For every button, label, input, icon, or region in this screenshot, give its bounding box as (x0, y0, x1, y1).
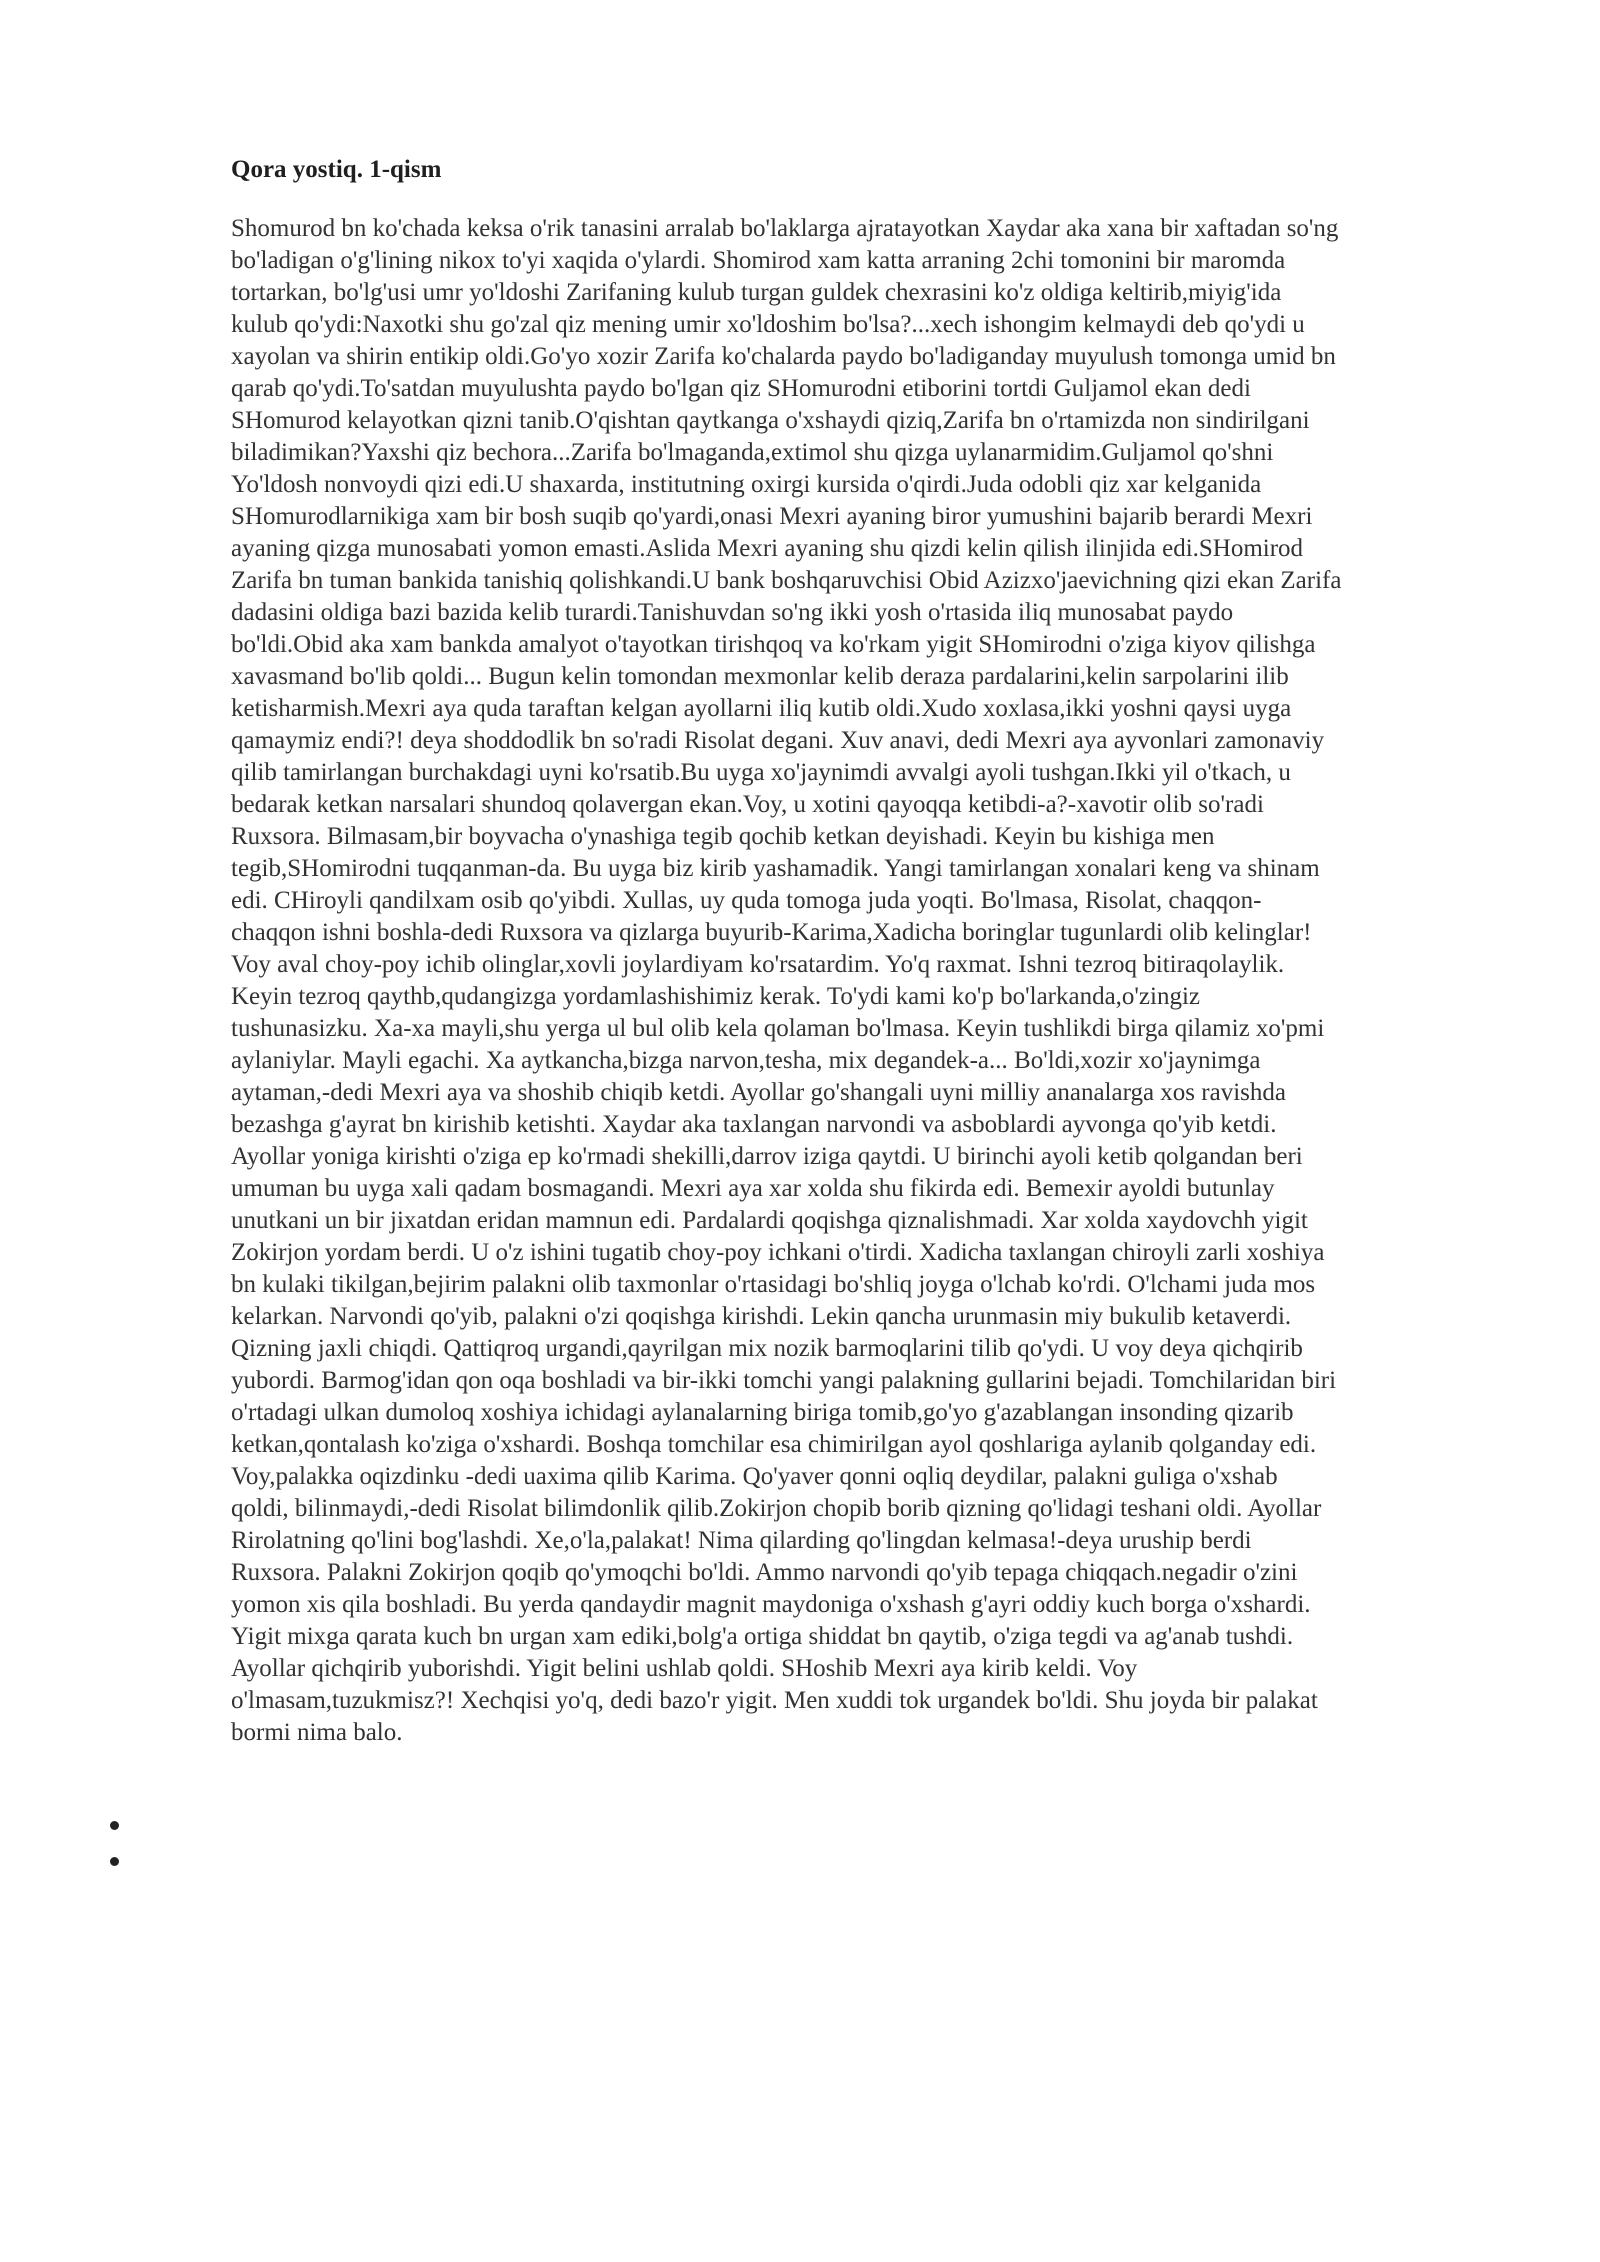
text-line: Ayollar yoniga kirishti o'ziga ep ko'rmadi shekilli,darrov iziga qaytdi. U birinchi ayoli ketib qolgandan beri (231, 1143, 1303, 1170)
text-line: Keyin tezroq qaythb,qudangizga yordamlashishimiz kerak. To'ydi kami ko'p bo'larkanda,o'zingiz (231, 983, 1201, 1010)
text-line: biladimikan?Yaxshi qiz bechora...Zarifa bo'lmaganda,extimol shu qizga uylanarmidim.Guljamol qo'shni (231, 439, 1274, 466)
text-line: Yo'ldosh nonvoydi qizi edi.U shaxarda, institutning oxirgi kursida o'qirdi.Juda odobli qiz xar kelganida (231, 471, 1262, 498)
text-line: o'rtadagi ulkan dumoloq xoshiya ichidagi aylanalarning biriga tomib,go'yo g'azablangan insonding qizarib (231, 1399, 1294, 1426)
text-line: tegib,SHomirodni tuqqanman-da. Bu uyga biz kirib yashamadik. Yangi tamirlangan xonalari keng va shinam (231, 855, 1320, 882)
text-line: ketisharmish.Mexri aya quda taraftan kelgan ayollarni iliq kutib oldi.Xudo xoxlasa,ikki yoshni qaysi uyga (231, 695, 1292, 722)
body-paragraph (231, 213, 1503, 1749)
text-line: kelarkan. Narvondi qo'yib, palakni o'zi qoqishga kirishdi. Lekin qancha urunmasin miy bukulib ketaverdi. (231, 1303, 1292, 1330)
text-line: Yigit mixga qarata kuch bn urgan xam ediki,bolg'a ortiga shiddat bn qaytib, o'ziga tegdi va ag'anab tushdi. (231, 1623, 1294, 1650)
text-line: qarab qo'ydi.To'satdan muyulushta paydo bo'lgan qiz SHomurodni etiborini tortdi Guljamol ekan dedi (231, 375, 1251, 402)
text-line: qilib tamirlangan burchakdagi uyni ko'rsatib.Bu uyga xo'jaynimdi avvalgi ayoli tushgan.Ikki yil o'tkach, u (231, 759, 1291, 786)
text-line: aytaman,-dedi Mexri aya va shoshib chiqib ketdi. Ayollar go'shangali uyni milliy ananalarga xos ravishda (231, 1079, 1286, 1106)
text-line: Rirolatning qo'lini bog'lashdi. Xe,o'la,palakat! Nima qilarding qo'lingdan kelmasa!-deya uruship berdi (231, 1527, 1252, 1554)
text-line: Zarifa bn tuman bankida tanishiq qolishkandi.U bank boshqaruvchisi Obid Azizxo'jaevichning qizi ekan Zarifa (231, 567, 1342, 594)
text-line: kulub qo'ydi:Naxotki shu go'zal qiz mening umir xo'ldoshim bo'lsa?...xech ishongim kelmaydi deb qo'ydi u (231, 311, 1305, 338)
text-line: dadasini oldiga bazi bazida kelib turardi.Tanishuvdan so'ng ikki yosh o'rtasida iliq munosabat paydo (231, 599, 1234, 626)
text-line: Ruxsora. Palakni Zokirjon qoqib qo'ymoqchi bo'ldi. Ammo narvondi qo'yib tepaga chiqqach.negadir o'zini (231, 1559, 1298, 1586)
text-line: yomon xis qila boshladi. Bu yerda qandaydir magnit maydoniga o'xshash g'ayri oddiy kuch borga o'xshardi. (231, 1591, 1311, 1618)
text-line: edi. CHiroyli qandilxam osib qo'yibdi. Xullas, uy quda tomoga juda yoqti. Bo'lmasa, Risolat, chaqqon- (231, 887, 1262, 914)
text-line: Ayollar qichqirib yuborishdi. Yigit belini ushlab qoldi. SHoshib Mexri aya kirib keldi. Voy (231, 1655, 1138, 1682)
text-line: bezashga g'ayrat bn kirishib ketishti. Xaydar aka taxlangan narvondi va asboblardi ayvonga qo'yib ketdi. (231, 1111, 1277, 1138)
text-line: Zokirjon yordam berdi. U o'z ishini tugatib choy-poy ichkani o'tirdi. Xadicha taxlangan chiroyli zarli xoshiya (231, 1239, 1325, 1266)
text-line: SHomurod kelayotkan qizni tanib.O'qishtan qaytkanga o'xshaydi qiziq,Zarifa bn o'rtamizda non sindirilgani (231, 407, 1310, 434)
text-line: bo'ldi.Obid aka xam bankda amalyot o'tayotkan tirishqoq va ko'rkam yigit SHomirodni o'ziga kiyov qilishga (231, 631, 1316, 658)
text-line: umuman bu uyga xali qadam bosmagandi. Mexri aya xar xolda shu fikirda edi. Bemexir ayoldi butunlay (231, 1175, 1275, 1202)
text-line: yubordi. Barmog'idan qon oqa boshladi va bir-ikki tomchi yangi palakning gullarini bejadi. Tomchilaridan biri (231, 1367, 1337, 1394)
text-line: tortarkan, bo'lg'usi umr yo'ldoshi Zarifaning kulub turgan guldek chexrasini ko'z oldiga keltirib,miyig'ida (231, 279, 1282, 306)
document-title: Qora yostiq. 1-qism (231, 156, 442, 183)
text-line: ayaning qizga munosabati yomon emasti.Aslida Mexri ayaning shu qizdi kelin qilish ilinjida edi.SHomirod (231, 535, 1304, 562)
text-line: Voy aval choy-poy ichib olinglar,xovli joylardiyam ko'rsatardim. Yo'q raxmat. Ishni tezroq bitiraqolaylik. (231, 951, 1285, 978)
text-line: o'lmasam,tuzukmisz?! Xechqisi yo'q, dedi bazo'r yigit. Men xuddi tok urgandek bo'ldi. Shu joyda bir palakat (231, 1687, 1318, 1714)
text-line: xavasmand bo'lib qoldi... Bugun kelin tomondan mexmonlar kelib deraza pardalarini,kelin sarpolarini ilib (231, 663, 1289, 690)
text-line: Ruxsora. Bilmasam,bir boyvacha o'ynashiga tegib qochib ketkan deyishadi. Keyin bu kishiga men (231, 823, 1215, 850)
text-line: Voy,palakka oqizdinku -dedi uaxima qilib Karima. Qo'yaver qonni oqliq deydilar, palakni guliga o'xshab (231, 1463, 1278, 1490)
text-line: bo'ladigan o'g'lining nikox to'yi xaqida o'ylardi. Shomirod xam katta arraning 2chi tomonini bir maromda (231, 247, 1286, 274)
text-line: chaqqon ishni boshla-dedi Ruxsora va qizlarga buyurib-Karima,Xadicha boringlar tugunlardi olib kelinglar! (231, 919, 1312, 946)
text-line: ketkan,qontalash ko'ziga o'xshardi. Boshqa tomchilar esa chimirilgan ayol qoshlariga aylanib qolganday edi. (231, 1431, 1317, 1458)
text-line: bormi nima balo. (231, 1719, 403, 1746)
text-line: xayolan va shirin entikip oldi.Go'yo xozir Zarifa ko'chalarda paydo bo'ladiganday muyulush tomonga umid bn (231, 343, 1336, 370)
text-line: Qizning jaxli chiqdi. Qattiqroq urgandi,qayrilgan mix nozik barmoqlarini tilib qo'ydi. U voy deya qichqirib (231, 1335, 1303, 1362)
text-line: bn kulaki tikilgan,bejirim palakni olib taxmonlar o'rtasidagi bo'shliq joyga o'lchab ko'rdi. O'lchami juda mos (231, 1271, 1316, 1298)
text-line: aylaniylar. Mayli egachi. Xa aytkancha,bizga narvon,tesha, mix degandek-a... Bo'ldi,xozir xo'jaynimga (231, 1047, 1261, 1074)
text-line: unutkani un bir jixatdan eridan mamnun edi. Pardalardi qoqishga qiznalishmadi. Xar xolda xaydovchh yigit (231, 1207, 1308, 1234)
text-line: qamaymiz endi?! deya shoddodlik bn so'radi Risolat degani. Xuv anavi, dedi Mexri aya ayvonlari zamonaviy (231, 727, 1325, 754)
text-line: Shomurod bn ko'chada keksa o'rik tanasini arralab bo'laklarga ajratayotkan Xaydar aka xana bir xaftadan so'ng (231, 215, 1339, 242)
text-line: tushunasizku. Xa-xa mayli,shu yerga ul bul olib kela qolaman bo'lmasa. Keyin tushlikdi birga qilamiz xo'pmi (231, 1015, 1325, 1042)
text-line: SHomurodlarnikiga xam bir bosh suqib qo'yardi,onasi Mexri ayaning biror yumushini bajarib berardi Mexri (231, 503, 1313, 530)
text-line: bedarak ketkan narsalari shundoq qolavergan ekan.Voy, u xotini qayoqqa ketibdi-a?-xavotir olib so'radi (231, 791, 1264, 818)
text-line: qoldi, bilinmaydi,-dedi Risolat bilimdonlik qilib.Zokirjon chopib borib qizning qo'lidagi teshani oldi. Ayollar (231, 1495, 1322, 1522)
